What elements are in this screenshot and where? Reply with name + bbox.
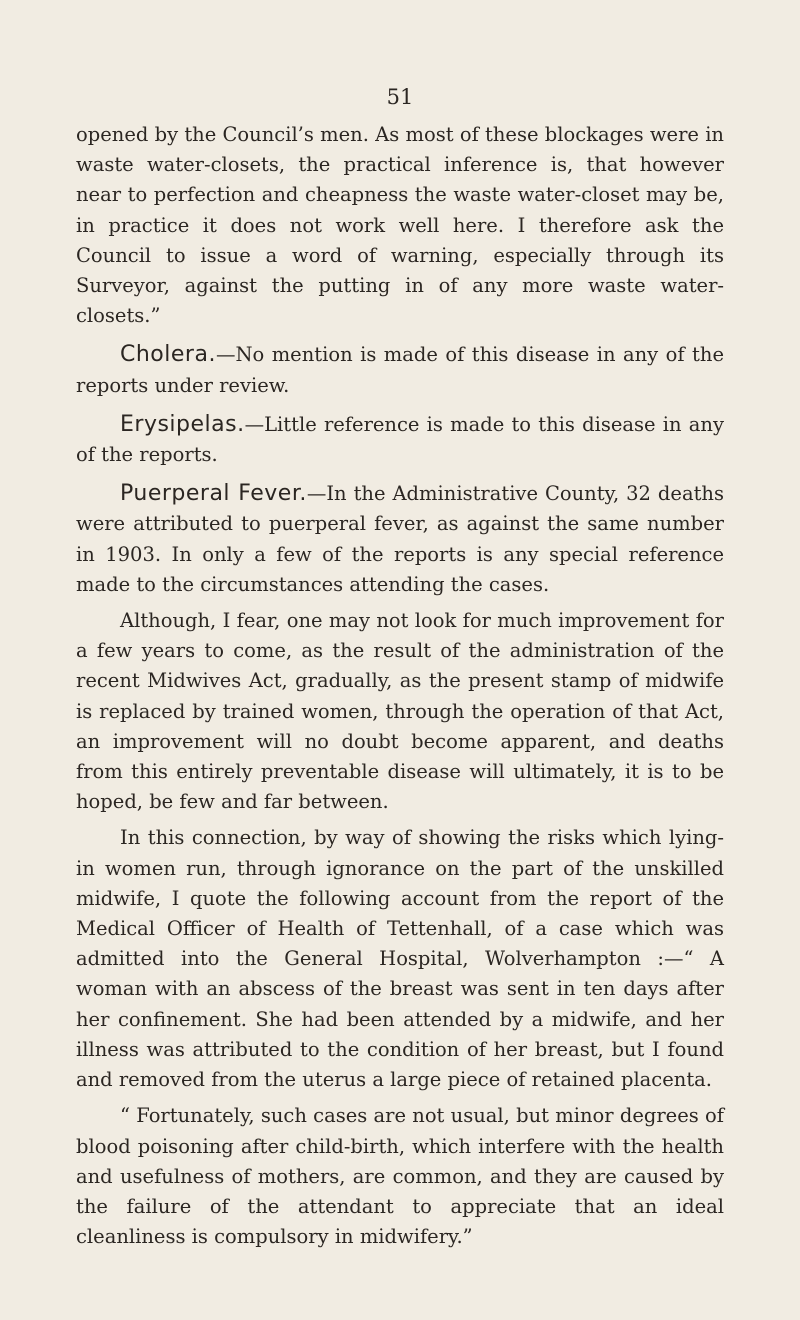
erysipelas-text: —Little reference is made to this disease in any of the reports. bbox=[76, 412, 724, 467]
paragraph-continuation: opened by the Council’s men. As most of these blockages were in waste water-closets, the practical inference is, that however near to perfection and cheapness the waste water-closet may be, in practice it does not work well here. I therefore ask the Council to issue a word of warning, especially through its Surveyor, against the putting in of any more waste water-closets.” bbox=[76, 123, 724, 328]
paragraph-tettenhall-case: In this connection, by way of showing the risks which lying-in women run, through ignorance on the part of the unskilled midwife, I quote the following account from the report of the Medical Officer of Health of Tettenhall, of a case which was admitted into the General Hospital, Wolverhampton :—“ A woman with an abscess of the breast was sent in ten days after her confinement. She had been attended by a midwife, and her illness was attributed to the condition of her breast, but I found and removed from the uterus a large piece of retained placenta. bbox=[76, 826, 724, 1092]
puerperal-fever-heading: Puerperal Fever. bbox=[120, 481, 307, 507]
page-number: 51 bbox=[386, 85, 414, 109]
paragraph-midwives-act: Although, I fear, one may not look for much improvement for a few years to come, as the result of the administration of the recent Midwives Act, gradually, as the present stamp of midwife is replaced by trained women, through the operation of that Act, an improvement will no doubt become apparent, and deaths from this entirely preventable disease will ultimately, it is to be hoped, be few and far between. bbox=[76, 609, 724, 814]
erysipelas-heading: Erysipelas. bbox=[120, 411, 245, 437]
puerperal-fever-text: —In the Administrative County, 32 deaths were attributed to puerperal fever, as against the same number in 1903. In only a few of the reports is any special reference made to the circumstances attending the cases. bbox=[76, 482, 724, 596]
paragraph-puerperal-fever bbox=[76, 479, 724, 600]
cholera-text: —No mention is made of this disease in any of the reports under review. bbox=[76, 343, 724, 397]
paragraph-fortunately: “ Fortunately, such cases are not usual, but minor degrees of blood poisoning after child-birth, which interfere with the health and usefulness of mothers, are common, and they are caused by the failure of the attendant to appreciate that an ideal cleanliness is compulsory in midwifery.” bbox=[76, 1104, 724, 1249]
body-text bbox=[76, 120, 724, 1252]
paragraph-erysipelas bbox=[76, 410, 724, 470]
paragraph-cholera bbox=[76, 340, 724, 400]
cholera-heading: Cholera. bbox=[120, 342, 216, 368]
